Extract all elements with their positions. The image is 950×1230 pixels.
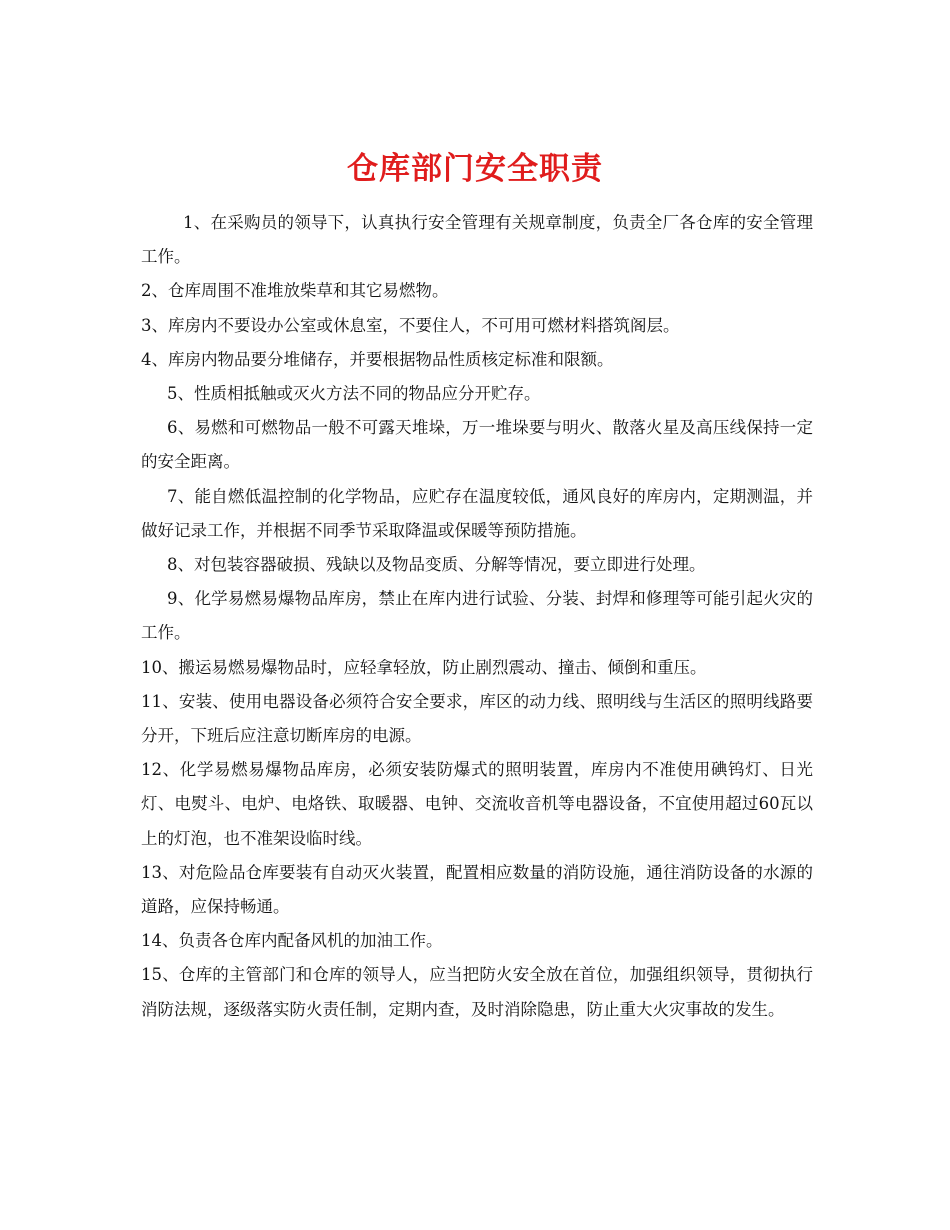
paragraph-9: 9、化学易燃易爆物品库房，禁止在库内进行试验、分装、封焊和修理等可能引起火灾的工作。 [141, 589, 813, 643]
paragraph-14: 14、负责各仓库内配备风机的加油工作。 [141, 931, 443, 951]
paragraph-10: 10、搬运易燃易爆物品时，应轻拿轻放，防止剧烈震动、撞击、倾倒和重压。 [141, 657, 707, 677]
paragraph-4: 4、库房内物品要分堆储存，并要根据物品性质核定标准和限额。 [141, 349, 614, 369]
paragraph-2: 2、仓库周围不准堆放柴草和其它易燃物。 [141, 281, 449, 301]
paragraph-13: 13、对危险品仓库要装有自动灭火装置，配置相应数量的消防设施，通往消防设备的水源的道路，应保持畅通。 [141, 862, 813, 917]
paragraph-5: 5、性质相抵触或灭火方法不同的物品应分开贮存。 [167, 384, 541, 404]
paragraph-3: 3、库房内不要设办公室或休息室，不要住人，不可用可燃材料搭筑阁层。 [141, 315, 680, 335]
paragraph-15: 15、仓库的主管部门和仓库的领导人，应当把防火安全放在首位，加强组织领导，贯彻执行消防法规，逐级落实防火责任制，定期内查，及时消除隐患，防止重大火灾事故的发生。 [141, 965, 813, 1019]
paragraph-11: 11、安装、使用电器设备必须符合安全要求，库区的动力线、照明线与生活区的照明线路要分开，下班后应注意切断库房的电源。 [141, 691, 813, 746]
paragraph-1: 1、在采购员的领导下，认真执行安全管理有关规章制度，负责全厂各仓库的安全管理工作。 [141, 213, 813, 267]
paragraph-6: 6、易燃和可燃物品一般不可露天堆垛，万一堆垛要与明火、散落火星及高压线保持一定的安全距离。 [141, 418, 813, 472]
document-body [141, 206, 813, 1027]
paragraph-7: 7、能自燃低温控制的化学物品，应贮存在温度较低，通风良好的库房内，定期测温，并做好记录工作，并根据不同季节采取降温或保暖等预防措施。 [141, 486, 813, 540]
paragraph-12: 12、化学易燃易爆物品库房，必须安装防爆式的照明装置，库房内不准使用碘钨灯、日光灯、电熨斗、电炉、电烙铁、取暖器、电钟、交流收音机等电器设备，不宜使用超过60瓦以上的灯泡，也不准架设临时线。 [141, 760, 813, 848]
document-title: 仓库部门安全职责 [347, 150, 603, 187]
paragraph-8: 8、对包装容器破损、残缺以及物品变质、分解等情况，要立即进行处理。 [167, 555, 706, 575]
